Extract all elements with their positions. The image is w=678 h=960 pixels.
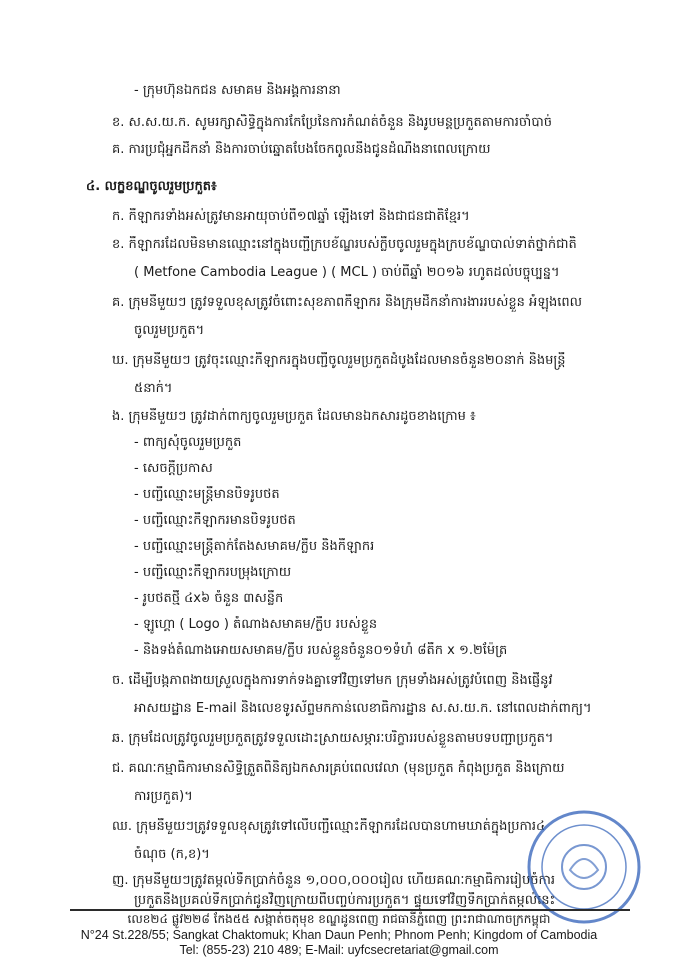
text-line: ៥នាក់។: [134, 381, 173, 396]
footer-address-en: N°24 St.228/55; Sangkat Chaktomuk; Khan Daun Penh; Phnom Penh; Kingdom of Cambodia: [80, 928, 598, 942]
text-line: ( Metfone Cambodia League ) ( MCL ) ចាប់ពីឆ្នាំ ២០១៦ រហូតដល់បច្ចុប្បន្ន។: [134, 265, 560, 280]
list-item: - និងទង់តំណាងអោយសមាគម/ក្លឹប របស់ខ្លួនចំនួន០១ទំហំ ៨តឹក x ១.២ម៉ែត្រ: [134, 643, 508, 658]
list-item: - ពាក្យសុំចូលរួមប្រកួត: [134, 435, 242, 450]
list-item: - បញ្ជីឈ្មោះកីឡាករបម្រុងក្រោយ: [134, 565, 292, 580]
text-line: ឆ. ក្រុមដែលត្រូវចូលរួមប្រកួតត្រូវទទួលដោះស្រាយសម្ភារៈបរិក្ខាររបស់ខ្លួនតាមបទបញ្ជាប្រកួត។: [112, 731, 554, 746]
text-line: ប្រកួតនឹងប្រគល់ទឹកប្រាក់ជូនវិញក្រោយពីបញ្ចប់ការប្រកួត។ ផ្ទុយទៅវិញទឹកប្រាក់តម្កល់នេះ: [134, 893, 556, 908]
text-line: ង. ក្រុមនីមួយៗ ត្រូវដាក់ពាក្យចូលរួមប្រកួត ដែលមានឯកសារដូចខាងក្រោម ៖: [112, 409, 476, 424]
text-line: គ. ការប្រជុំអ្នកដឹកនាំ និងការចាប់ឆ្នោតបែងចែកពូលនឹងជូនដំណឹងនាពេលក្រោយ: [112, 142, 491, 157]
footer-address-km: លេខ២៤ ផ្លូវ២២៨ កែង៥៥ សង្កាត់ចតុមុខ ខណ្ឌដូនពេញ រាជធានីភ្នំពេញ ព្រះរាជាណាចក្រកម្ពុជា: [127, 912, 551, 926]
list-item: - រូបថតថ្មី ៤x៦ ចំនួន ៣សន្លឹក: [134, 591, 284, 606]
text-line: ការប្រកួត)។: [134, 789, 193, 804]
text-line: អាសយដ្ឋាន E-mail និងលេខទូរស័ព្ទមកកាន់លេខាធិការដ្ឋាន ស.ស.យ.ក. នៅពេលដាក់ពាក្យ។: [134, 701, 592, 716]
list-item: - បញ្ជីឈ្មោះមន្ត្រីតាក់តែងសមាគម/ក្លឹប និងកីឡាករ: [134, 539, 375, 554]
list-item: - បញ្ជីឈ្មោះមន្ត្រីមានបិទរូបថត: [134, 487, 280, 502]
text-line: ក. កីឡាករទាំងអស់ត្រូវមានអាយុចាប់ពី១៧ឆ្នាំ ឡើងទៅ និងជាជនជាតិខ្មែរ។: [112, 209, 470, 224]
text-line: ឈ. ក្រុមនីមួយៗត្រូវទទួលខុសត្រូវទៅលើបញ្ជីឈ្មោះកីឡាករដែលបានហាមឃាត់ក្នុងប្រការ៤: [112, 819, 546, 834]
text-line: ចូលរួមប្រកួត។: [134, 323, 205, 338]
footer-contact: Tel: (855-23) 210 489; E-Mail: uyfcsecretariat@gmail.com: [179, 943, 499, 957]
text-line: ឃ. ក្រុមនីមួយៗ ត្រូវចុះឈ្មោះកីឡាករក្នុងបញ្ជីចូលរួមប្រកួតដំបូងដែលមានចំនួន២០នាក់ និងមន្ត្រី: [112, 353, 566, 368]
footer-divider: [70, 909, 630, 911]
text-line: ញ. ក្រុមនីមួយៗត្រូវតម្កល់ទឹកប្រាក់ចំនួន ១,០០០,០០០រៀល ហើយគណៈកម្មាធិការរៀបចំការ: [112, 873, 555, 888]
list-item: - បញ្ជីឈ្មោះកីឡាករមានបិទរូបថត: [134, 513, 296, 528]
text-line: ខ. ស.ស.យ.ក. សូមរក្សាសិទ្ធិក្នុងការកែប្រែនៃការកំណត់ចំនួន និងរូបមន្តប្រកួតតាមការចាំបាច់: [112, 115, 552, 130]
text-line: ច. ដើម្បីបង្កភាពងាយស្រួលក្នុងការទាក់ទងគ្នាទៅវិញទៅមក ក្រុមទាំងអស់ត្រូវបំពេញ និងផ្ញើនូវ: [112, 673, 553, 688]
text-line: - ក្រុមហ៊ុនឯកជន សមាគម និងអង្គការនានា: [134, 83, 341, 98]
text-line: គ. ក្រុមនីមួយៗ ត្រូវទទួលខុសត្រូវចំពោះសុខភាពកីឡាករ និងក្រុមដឹកនាំការងាររបស់ខ្លួន អំឡុងពេល: [112, 295, 583, 310]
text-line: ចំណុច (ក,ខ)។: [134, 847, 210, 862]
text-line: ខ. កីឡាករដែលមិនមានឈ្មោះនៅក្នុងបញ្ជីក្របខ័ណ្ឌរបស់ក្លឹបចូលរួមក្នុងក្របខ័ណ្ឌបាល់ទាត់ថ្នាក់ជាតិ: [112, 237, 577, 252]
section-heading: ៤. លក្ខខណ្ឌចូលរួមប្រកួត៖: [86, 179, 217, 194]
text-line: ជ. គណៈកម្មាធិការមានសិទ្ធិត្រួតពិនិត្យឯកសារគ្រប់ពេលវេលា (មុនប្រកួត កំពុងប្រកួត និងក្រោយ: [112, 761, 565, 776]
list-item: - ឡូហ្គោ ( Logo ) តំណាងសមាគម/ក្លឹប របស់ខ្លួន: [134, 617, 378, 632]
list-item: - សេចក្តីប្រកាស: [134, 461, 213, 476]
